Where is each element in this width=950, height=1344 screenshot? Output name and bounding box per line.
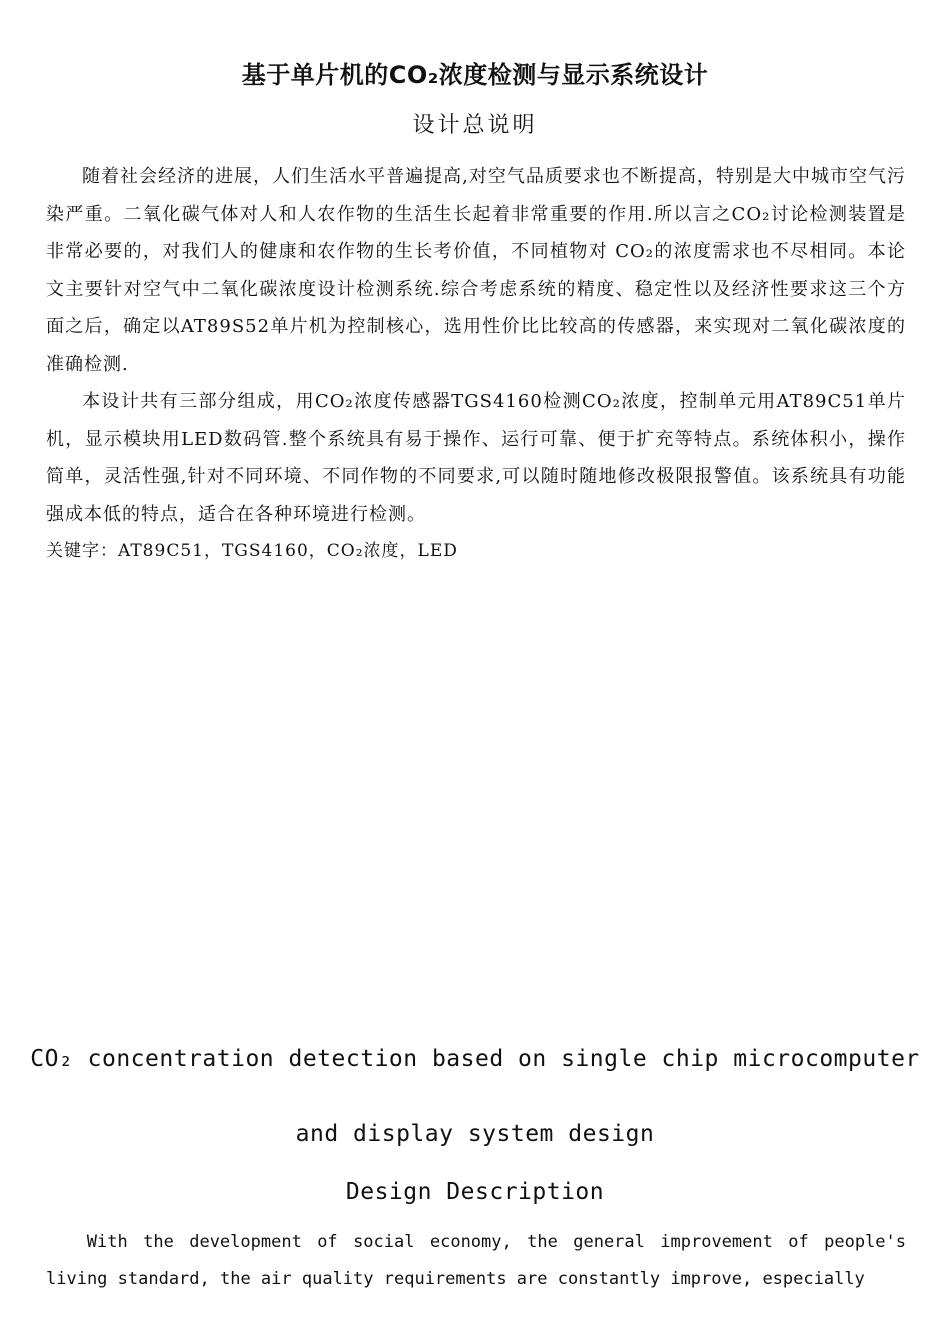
chinese-title: 基于单片机的CO₂浓度检测与显示系统设计 xyxy=(241,61,709,89)
chinese-paragraph-2: 本设计共有三部分组成，用CO₂浓度传感器TGS4160检测CO₂浓度，控制单元用AT89C51单片机，显示模块用LED数码管.整个系统具有易于操作、运行可靠、便于扩充等特点。系统体积小，操作简单，灵活性强,针对不同环境、不同作物的不同要求,可以随时随地修改极限报警值。该系统具有功能强成本低的特点，适合在各种环境进行检测。 xyxy=(46,391,906,525)
english-paragraph-1: With the development of social economy, the general improvement of people's living standard, the air quality requirements are constantly improve, especially xyxy=(46,1232,906,1289)
english-subtitle: Design Description xyxy=(345,1179,605,1205)
english-title-line-1: CO₂ concentration detection based on single chip microcomputer xyxy=(30,1046,920,1072)
chinese-subtitle: 设计总说明 xyxy=(412,113,538,138)
english-title xyxy=(0,1022,950,1172)
english-title-line-2: and display system design xyxy=(295,1121,655,1147)
english-abstract xyxy=(46,1224,906,1298)
chinese-keywords: 关键字：AT89C51，TGS4160，CO₂浓度，LED xyxy=(46,541,458,561)
chinese-abstract xyxy=(46,158,906,571)
chinese-paragraph-1: 随着社会经济的进展，人们生活水平普遍提高,对空气品质要求也不断提高，特别是大中城市空气污染严重。二氧化碳气体对人和人农作物的生活生长起着非常重要的作用.所以言之CO₂讨论检测装置是非常必要的，对我们人的健康和农作物的生长考价值，不同植物对 CO₂的浓度需求也不尽相同。本论文主要针对空气中二氧化碳浓度设计检测系统.综合考虑系统的精度、稳定性以及经济性要求这三个方面之后，确定以AT89S52单片机为控制核心，选用性价比比较高的传感器，来实现对二氧化碳浓度的准确检测. xyxy=(46,166,906,375)
